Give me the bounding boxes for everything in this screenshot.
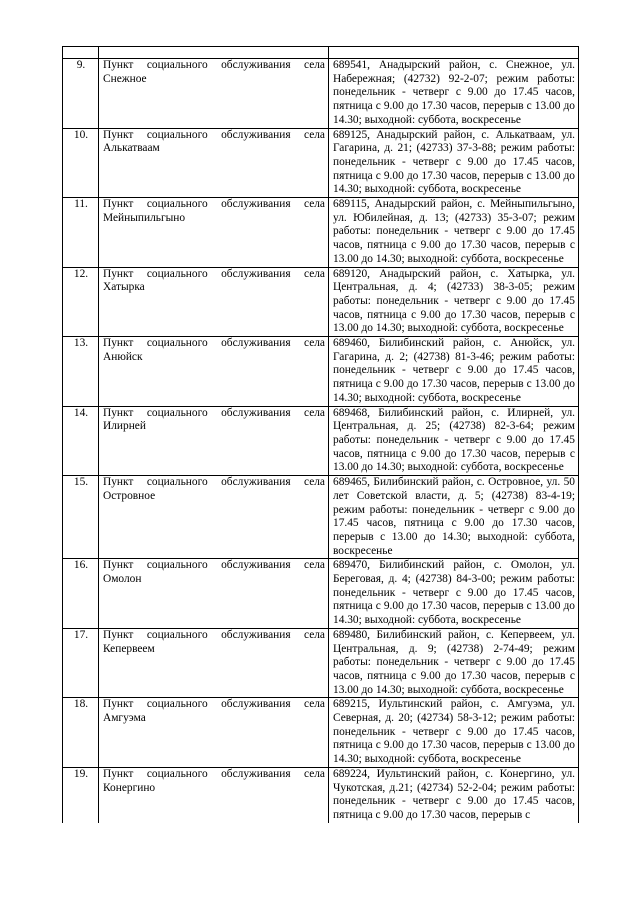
table-row: [63, 406, 579, 476]
service-point-address: 689465, Билибинский район, с. Островное, ул. 50 лет Советской власти, д. 5; (42738) 83-4-19; режим работы: понедельник - четверг с 9.00 до 17.45 часов, пятница с 9.00 до 17.30 часов, перерыв с 13.00 до 14.30; выходной: суббота, воскресенье: [329, 476, 579, 559]
row-number: 10.: [63, 128, 99, 198]
table-row: [63, 628, 579, 698]
row-number: 9.: [63, 59, 99, 129]
row-number: 12.: [63, 267, 99, 337]
row-number: 16.: [63, 559, 99, 629]
blank-cell: [329, 47, 579, 59]
table-row: [63, 267, 579, 337]
row-number: 18.: [63, 698, 99, 768]
table-row: [63, 198, 579, 268]
table-row: [63, 337, 579, 407]
service-point-address: 689541, Анадырский район, с. Снежное, ул. Набережная; (42732) 92-2-07; режим работы: понедельник - четверг с 9.00 до 17.45 часов, пятница с 9.00 до 17.30 часов, перерыв с 13.00 до 14.30; выходной: суббота, воскресенье: [329, 59, 579, 129]
service-point-address: 689120, Анадырский район, с. Хатырка, ул. Центральная, д. 4; (42733) 38-3-05; режим работы: понедельник - четверг с 9.00 до 17.45 часов, пятница с 9.00 до 17.30 часов, перерыв с 13.00 до 14.30; выходной: суббота, воскресенье: [329, 267, 579, 337]
row-number: 19.: [63, 767, 99, 822]
service-point-name: Пункт социального обслуживания села Снежное: [99, 59, 329, 129]
service-point-name: Пункт социального обслуживания села Кепервеем: [99, 628, 329, 698]
table-row: [63, 698, 579, 768]
service-point-address: 689115, Анадырский район, с. Мейныпильгыно, ул. Юбилейная, д. 13; (42733) 35-3-07; режим работы: понедельник - четверг с 9.00 до 17.45 часов, пятница с 9.00 до 17.30 часов, перерыв с 13.00 до 14.30; выходной: суббота, воскресенье: [329, 198, 579, 268]
service-point-address: 689468, Билибинский район, с. Илирней, ул. Центральная, д. 25; (42738) 82-3-64; режим работы: понедельник - четверг с 9.00 до 17.45 часов, пятница с 9.00 до 17.30 часов, перерыв с 13.00 до 14.30; выходной: суббота, воскресенье: [329, 406, 579, 476]
table-header-blank-row: [63, 47, 579, 59]
service-point-address: 689215, Иультинский район, с. Амгуэма, ул. Северная, д. 20; (42734) 58-3-12; режим работы: понедельник - четверг с 9.00 до 17.45 часов, пятница с 9.00 до 17.30 часов, перерыв с 13.00 до 14.30; выходной: суббота, воскресенье: [329, 698, 579, 768]
service-point-name: Пункт социального обслуживания села Конергино: [99, 767, 329, 822]
service-point-address: 689480, Билибинский район, с. Кепервеем, ул. Центральная, д. 9; (42738) 2-74-49; режим работы: понедельник - четверг с 9.00 до 17.45 часов, пятница с 9.00 до 17.30 часов, перерыв с 13.00 до 14.30; выходной: суббота, воскресенье: [329, 628, 579, 698]
row-number: 17.: [63, 628, 99, 698]
row-number: 15.: [63, 476, 99, 559]
service-point-address: 689224, Иультинский район, с. Конергино, ул. Чукотская, д.21; (42734) 52-2-04; режим работы: понедельник - четверг с 9.00 до 17.45 часов, пятница с 9.00 до 17.30 часов, перерыв с: [329, 767, 579, 822]
service-point-name: Пункт социального обслуживания села Амгуэма: [99, 698, 329, 768]
document-page: [62, 46, 578, 823]
row-number: 13.: [63, 337, 99, 407]
table-row: [63, 128, 579, 198]
service-point-address: 689125, Анадырский район, с. Алькатваам, ул. Гагарина, д. 21; (42733) 37-3-88; режим работы: понедельник - четверг с 9.00 до 17.45 часов, пятница с 9.00 до 17.30 часов, перерыв с 13.00 до 14.30; выходной: суббота, воскресенье: [329, 128, 579, 198]
row-number: 14.: [63, 406, 99, 476]
table-row: [63, 59, 579, 129]
service-point-name: Пункт социального обслуживания села Омолон: [99, 559, 329, 629]
table-row: [63, 559, 579, 629]
service-point-name: Пункт социального обслуживания села Мейныпильгыно: [99, 198, 329, 268]
row-number: 11.: [63, 198, 99, 268]
table-row: [63, 767, 579, 822]
service-point-address: 689460, Билибинский район, с. Анюйск, ул. Гагарина, д. 2; (42738) 81-3-46; режим работы: понедельник - четверг с 9.00 до 17.45 часов, пятница с 9.00 до 17.30 часов, перерыв с 13.00 до 14.30; выходной: суббота, воскресенье: [329, 337, 579, 407]
blank-cell: [99, 47, 329, 59]
social-service-points-table: [62, 46, 579, 823]
service-point-name: Пункт социального обслуживания села Хатырка: [99, 267, 329, 337]
service-point-name: Пункт социального обслуживания села Илирней: [99, 406, 329, 476]
service-point-name: Пункт социального обслуживания села Островное: [99, 476, 329, 559]
service-point-name: Пункт социального обслуживания села Алькатваам: [99, 128, 329, 198]
service-point-name: Пункт социального обслуживания села Анюйск: [99, 337, 329, 407]
blank-cell: [63, 47, 99, 59]
service-point-address: 689470, Билибинский район, с. Омолон, ул. Береговая, д. 4; (42738) 84-3-00; режим работы: понедельник - четверг с 9.00 до 17.45 часов, пятница с 9.00 до 17.30 часов, перерыв с 13.00 до 14.30; выходной: суббота, воскресенье: [329, 559, 579, 629]
table-row: [63, 476, 579, 559]
